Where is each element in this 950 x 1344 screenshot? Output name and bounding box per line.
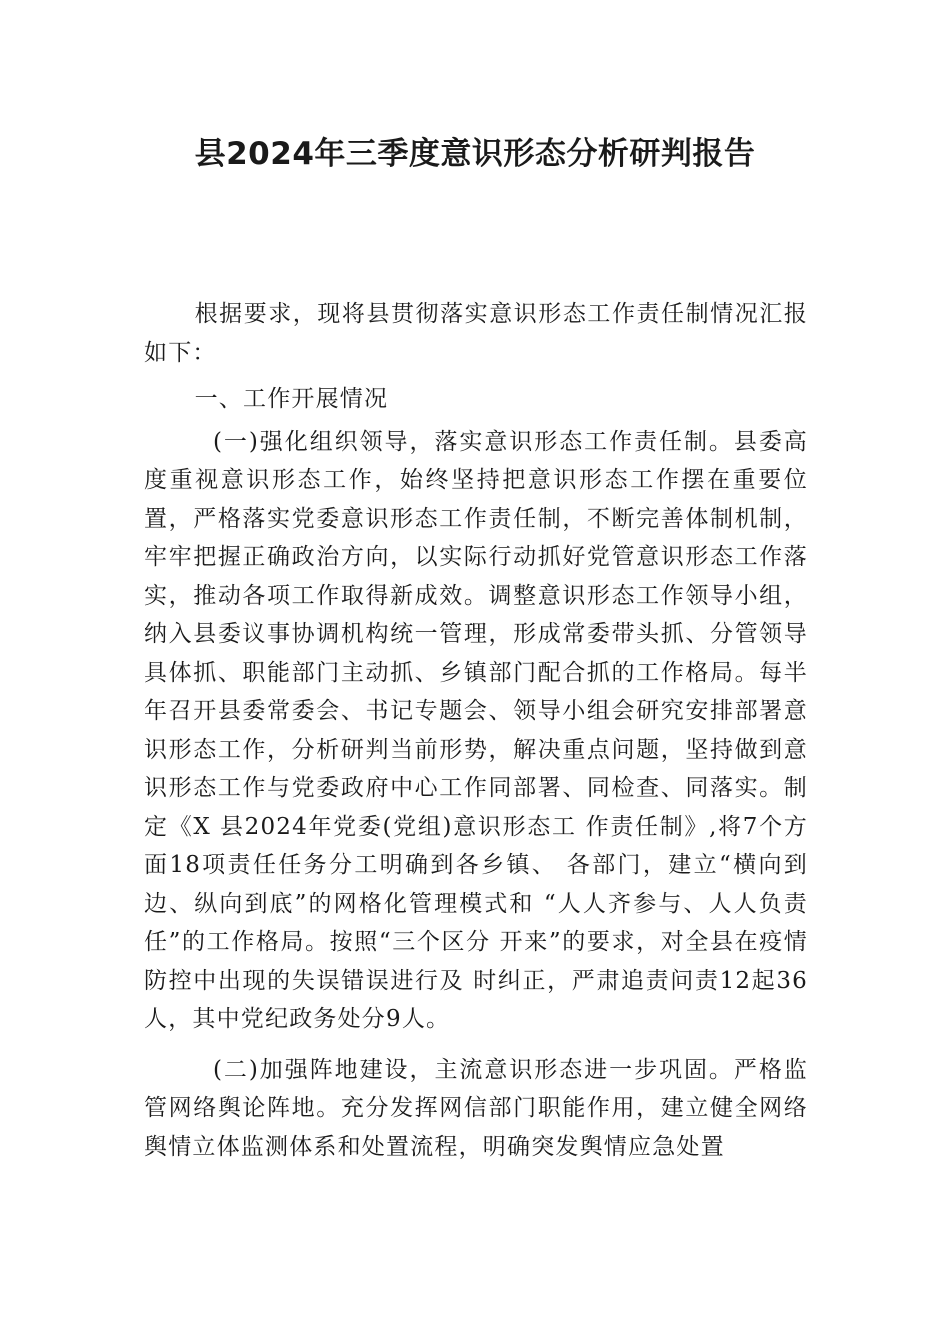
intro-paragraph: 根据要求，现将县贯彻落实意识形态工作责任制情况汇报如下：: [144, 301, 808, 366]
document-title: 县2024年三季度意识形态分析研判报告: [194, 136, 756, 172]
document-body: [144, 295, 808, 1166]
section-heading: 一、工作开展情况: [194, 386, 389, 412]
paragraph-2: (二)加强阵地建设，主流意识形态进一步巩固。严格监管网络舆论阵地。充分发挥网信部门职能作用，建立健全网络舆情立体监测体系和处置流程，明确突发舆情应急处置: [144, 1056, 808, 1160]
paragraph-1: (一)强化组织领导，落实意识形态工作责任制。县委高度重视意识形态工作，始终坚持把意识形态工作摆在重要位置，严格落实党委意识形态工作责任制，不断完善体制机制，牢牢把握正确政治方向，以实际行动抓好党管意识形态工作落实，推动各项工作取得新成效。调整意识形态工作领导小组，纳入县委议事协调机构统一管理，形成常委带头抓、分管领导具体抓、职能部门主动抓、乡镇部门配合抓的工作格局。每半年召开县委常委会、书记专题会、领导小组会研究安排部署意识形态工作，分析研判当前形势，解决重点问题，坚持做到意识形态工作与党委政府中心工作同部署、同检查、同落实。制定《X 县2024年党委(党组)意识形态工 作责任制》,将7个方面18项责任任务分工明确到各乡镇、 各部门，建立“横向到边、纵向到底”的网格化管理模式和 “人人齐参与、人人负责任”的工作格局。按照“三个区分 开来”的要求，对全县在疫情防控中出现的失误错误进行及 时纠正，严肃追责问责12起36人，其中党纪政务处分9人。: [144, 428, 808, 1032]
